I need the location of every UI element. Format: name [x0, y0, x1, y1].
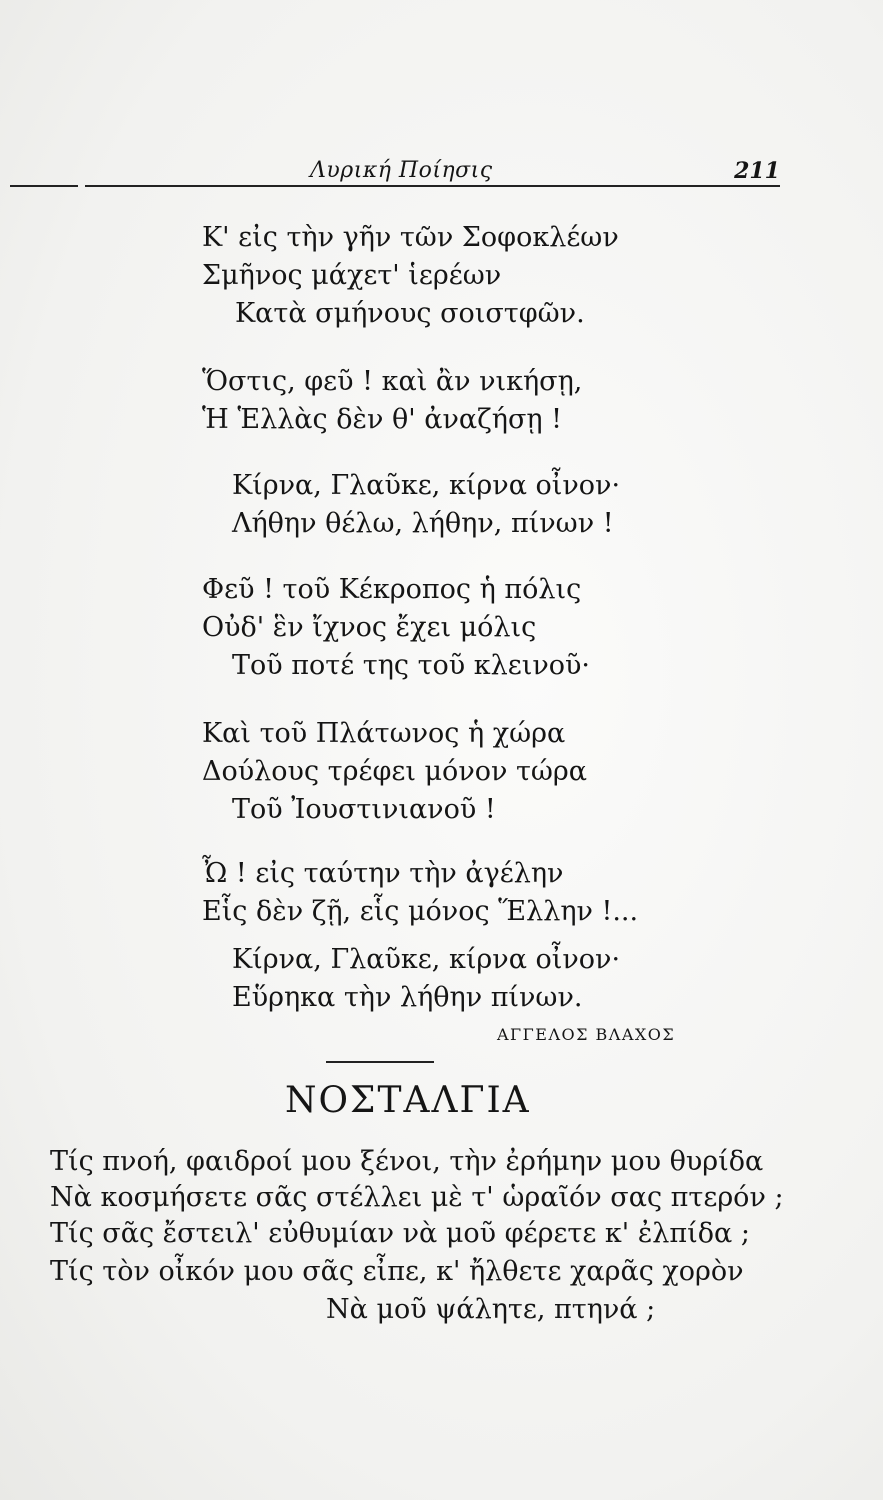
verse-line: Κίρνα, Γλαῦκε, κίρνα οἶνον·	[232, 470, 621, 501]
verse-line: Νὰ κοσμήσετε σᾶς στέλλει μὲ τ' ὡραῖόν σας πτερόν ;	[50, 1182, 784, 1213]
verse-line: Τοῦ ποτέ της τοῦ κλεινοῦ·	[232, 650, 591, 681]
header-rule-long	[85, 185, 780, 187]
verse-line: Φεῦ ! τοῦ Κέκροπος ἡ πόλις	[202, 574, 582, 605]
verse-line: Εἷς δὲν ζῇ, εἷς μόνος Ἕλλην !...	[202, 896, 639, 927]
verse-line: Ἡ Ἑλλὰς δὲν θ' ἀναζήσῃ !	[202, 404, 562, 435]
verse-line: Κατὰ σμήνους σοιστφῶν.	[235, 298, 585, 329]
verse-line: Οὐδ' ἓν ἴχνος ἔχει μόλις	[202, 612, 537, 643]
verse-line: Ὅστις, φεῦ ! καὶ ἂν νικήσῃ,	[202, 366, 583, 397]
verse-line: Λήθην θέλω, λήθην, πίνων !	[232, 508, 614, 539]
section-divider	[326, 1061, 434, 1063]
running-head	[0, 150, 883, 190]
verse-line: Κ' εἰς τὴν γῆν τῶν Σοφοκλέων	[202, 222, 619, 253]
running-title: Λυρική Ποίησις	[310, 158, 493, 183]
verse-line: Τοῦ Ἰουστινιανοῦ !	[232, 794, 496, 825]
header-rule-short	[10, 185, 78, 187]
poem-signature: ΑΓΓΕΛΟΣ ΒΛΑΧΟΣ	[497, 1025, 676, 1044]
verse-line: Εὕρηκα τὴν λήθην πίνων.	[232, 982, 583, 1013]
verse-line: Τίς πνοή, φαιδροί μου ξένοι, τὴν ἐρήμην μου θυρίδα	[50, 1146, 764, 1177]
page-number: 211	[734, 158, 780, 184]
verse-line: Τίς σᾶς ἔστειλ' εὐθυμίαν νὰ μοῦ φέρετε κ' ἐλπίδα ;	[50, 1218, 750, 1249]
verse-line: Κίρνα, Γλαῦκε, κίρνα οἶνον·	[232, 944, 621, 975]
verse-line: Τίς τὸν οἶκόν μου σᾶς εἶπε, κ' ἤλθετε χαρᾶς χορὸν	[50, 1256, 744, 1287]
verse-line: Ὦ ! εἰς ταύτην τὴν ἀγέλην	[202, 858, 564, 889]
poem-title: ΝΟΣΤΑΛΓΙΑ	[285, 1080, 531, 1121]
verse-line: Σμῆνος μάχετ' ἱερέων	[202, 260, 502, 291]
verse-line: Νὰ μοῦ ψάλητε, πτηνά ;	[326, 1294, 656, 1325]
verse-line: Καὶ τοῦ Πλάτωνος ἡ χώρα	[202, 718, 566, 749]
verse-line: Δούλους τρέφει μόνον τώρα	[202, 756, 588, 787]
